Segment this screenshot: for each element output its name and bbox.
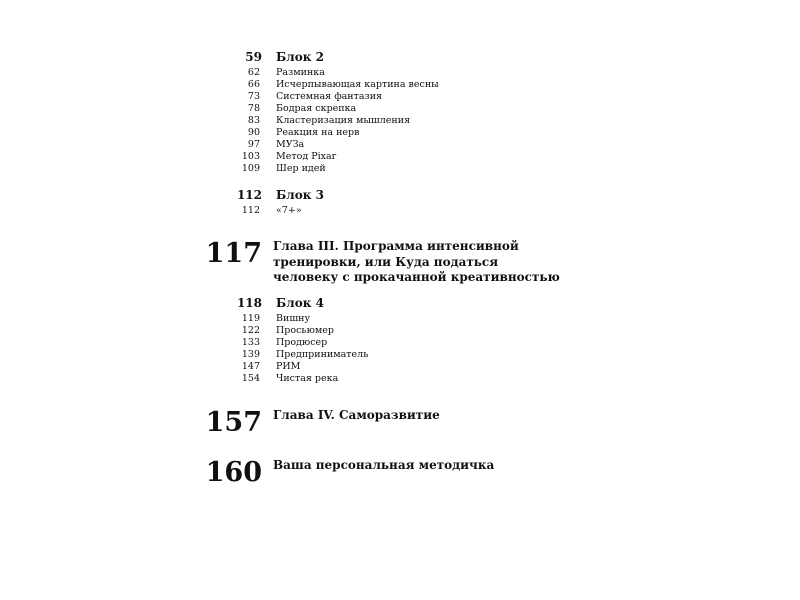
entry-title: Метод Pixar xyxy=(276,151,337,162)
entry-title: РИМ xyxy=(276,361,301,372)
page-number: 62 xyxy=(247,67,260,78)
chapter-title xyxy=(273,239,573,286)
toc-entry xyxy=(0,91,800,103)
toc-entry xyxy=(0,337,800,349)
toc-block-heading xyxy=(0,186,800,204)
chapter-title xyxy=(273,458,573,474)
toc-entry xyxy=(0,139,800,151)
page-number: 90 xyxy=(247,127,260,138)
chapter-title-line: Глава III. Программа интенсивной xyxy=(273,239,519,253)
toc-entry xyxy=(0,127,800,139)
toc-entry xyxy=(0,373,800,385)
page-number: 147 xyxy=(241,361,260,372)
chapter-title-line: человеку с прокачанной креативностью xyxy=(273,270,560,284)
toc-entry xyxy=(0,325,800,337)
entry-title: Просьюмер xyxy=(276,325,334,336)
toc-block-heading xyxy=(0,294,800,312)
entry-title: МУЗа xyxy=(276,139,305,150)
page-number: 122 xyxy=(241,325,260,336)
chapter-title-line: Глава IV. Саморазвитие xyxy=(273,408,440,422)
toc-entry xyxy=(0,313,800,325)
page-number: 160 xyxy=(205,457,262,488)
page-number: 109 xyxy=(241,163,260,174)
entry-title: Бодрая скрепка xyxy=(276,103,357,114)
chapter-title xyxy=(273,408,573,424)
block-title: Блок 4 xyxy=(276,296,324,310)
entry-title: Разминка xyxy=(276,67,325,78)
page-number: 154 xyxy=(241,373,260,384)
page-number: 119 xyxy=(241,313,260,324)
entry-title: Системная фантазия xyxy=(276,91,383,102)
entry-title: Шер идей xyxy=(276,163,326,174)
toc-entry xyxy=(0,361,800,373)
page-number: 117 xyxy=(205,238,262,269)
toc-entry xyxy=(0,115,800,127)
entry-title: Исчерпывающая картина весны xyxy=(276,79,439,90)
chapter-title-line: тренировки, или Куда податься xyxy=(273,254,499,269)
page-number: 112 xyxy=(241,205,260,216)
toc-entry xyxy=(0,103,800,115)
entry-title: Предприниматель xyxy=(276,349,369,360)
page-number: 139 xyxy=(241,349,260,360)
chapter-title-line: Ваша персональная методичка xyxy=(273,458,495,472)
entry-title: Реакция на нерв xyxy=(276,127,360,138)
toc-entry xyxy=(0,67,800,79)
page-number: 133 xyxy=(241,337,260,348)
toc-entry xyxy=(0,205,800,217)
page-number: 118 xyxy=(236,296,262,310)
page-number: 66 xyxy=(247,79,260,90)
toc-entry xyxy=(0,151,800,163)
toc-block-heading xyxy=(0,48,800,66)
entry-title: Продюсер xyxy=(276,337,328,348)
block-title: Блок 2 xyxy=(276,50,324,64)
block-title: Блок 3 xyxy=(276,188,324,202)
page-number: 83 xyxy=(247,115,260,126)
toc-entry xyxy=(0,349,800,361)
page-number: 112 xyxy=(236,188,262,202)
toc-entry xyxy=(0,163,800,175)
page-number: 78 xyxy=(247,103,260,114)
entry-title: Кластеризация мышления xyxy=(276,115,411,126)
page-number: 103 xyxy=(241,151,260,162)
entry-title: Вишну xyxy=(276,313,311,324)
entry-title: «7+» xyxy=(276,205,302,216)
toc-entry xyxy=(0,79,800,91)
page-number: 73 xyxy=(247,91,260,102)
page-number: 97 xyxy=(247,139,260,150)
page-number: 59 xyxy=(245,50,262,64)
page-number: 157 xyxy=(205,407,262,438)
entry-title: Чистая река xyxy=(276,373,339,384)
